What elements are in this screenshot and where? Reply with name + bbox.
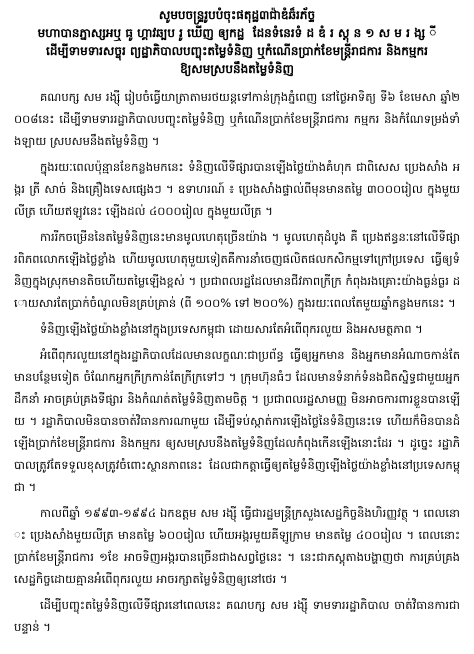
paragraph: ក្នុងរយៈពេលប៉ុន្មានខែកន្លងមកនេះ ទំនិញលើទីផ្សារបានឡើងថ្លៃយ៉ាងគំហុក ជាពិសេស ប្រេងសាំង អង្ករ ត្រី សាច់ និងគ្រឿងទេសផ្សេងៗ ។ ឧទាហរណ៍ ៖ ប្រេងសាំងផ្ទាល់ពីមុនមានតម្លៃ ៣០០០រៀល ក្នុងមួយលីត្រ ហើយឥឡូវនេះ ឡើងដល់ ៤០០០រៀល ក្នុងមួយលីត្រ ។ — [14, 160, 460, 218]
title-line: ឱ្យសមស្របនឹងតម្លៃទំនិញ — [180, 62, 294, 76]
document-body — [14, 86, 460, 638]
paragraph: ការរីកចម្រើននៃតម្លៃទំនិញនេះមានមូលហេតុច្រើនយ៉ាង ។ មូលហេតុដំបូង គឺ ប្រេងឥន្ធនៈនៅលើទីផ្សារពិភពលោកឡើងថ្លៃខ្លាំង ហើយមូលហេតុមួយទៀតគឺការនាំចេញផលិតផលកសិកម្មទៅក្រៅប្រទេស ធ្វើឲ្យទំនិញក្នុងស្រុកមានតិចហើយតម្លៃឡើងខ្ពស់ ។ ប្រជាពលរដ្ឋដែលមានជីវភាពក្រីក្រ កំពុងរងគ្រោះយ៉ាងធ្ងន់ធ្ងរ ដោយសារតែប្រាក់ចំណូលមិនគ្រប់គ្រាន់ (ពី ១០០% ទៅ ២០០%) ក្នុងរយៈពេលតែមួយឆ្នាំកន្លងមកនេះ ។ — [14, 230, 460, 310]
paragraph: ដើម្បីបញ្ចុះតម្លៃទំនិញលើទីផ្សារនៅពេលនេះ គណបក្ស សម រង្ស៊ី ទាមទាររដ្ឋាភិបាល ចាត់វិធានការជាបន្ទាន់ ។ — [14, 598, 460, 634]
paragraph: អំពើពុករលួយនៅក្នុងរដ្ឋាភិបាលដែលមានលក្ខណៈជាប្រព័ន្ធ ធ្វើឲ្យអ្នកមាន និងអ្នកមានអំណាចកាន់តែមានបន្ថែមទៀត ចំណែកអ្នកក្រីក្រកាន់តែក្រីក្រទៅៗ ។ ក្រុមហ៊ុនធំៗ ដែលមានទំនាក់ទំនងជិតស្និទ្ធជាមួយអ្នកដឹកនាំ អាចគ្រប់គ្រងទីផ្សារ និងកំណត់តម្លៃទំនិញតាមចិត្ត ។ ប្រជាពលរដ្ឋសាមញ្ញ មិនអាចការពារខ្លួនបានឡើយ ។ រដ្ឋាភិបាលមិនបានចាត់វិធានការណាមួយ ដើម្បីទប់ស្កាត់ការឡើងថ្លៃនៃទំនិញនេះទេ ហើយក៏មិនបានដំឡើងប្រាក់ខែមន្ត្រីរាជការ និងកម្មករ ឲ្យសមស្របនឹងតម្លៃទំនិញដែលកំពុងកើនឡើងនោះដែរ ។ ដូច្នេះ រដ្ឋាភិបាលត្រូវតែទទួលខុសត្រូវចំពោះស្ថានភាពនេះ ដែលជាកត្តាធ្វើឲ្យតម្លៃទំនិញឡើងថ្លៃយ៉ាងខ្លាំងនៅប្រទេសកម្ពុជា ។ — [14, 348, 460, 494]
title-line: ដើម្បីទាមទារសច្ចុរ ព្យដ្ឋាភិបាលបញ្ចុះតម្លៃទំនិញ ឬកំណើនប្រាក់ខែមន្ត្រីរាជការ និងកម្មករ — [46, 44, 428, 58]
title-line: សូមបចន្ទ្ររូបបំចុះផតុដ្ឋ៣ជ៉ាឌំឆ៏រភ័ច្ទ — [158, 8, 316, 22]
document-title — [14, 6, 460, 78]
paragraph: គណបក្ស សម រង្ស៊ី រៀបចំធ្វើយាត្រាតាមរថយន្តទៅកាន់ក្រុងភ្នំពេញ នៅថ្ងៃអាទិត្យ ទី៦ ខែមេសា ឆ្នាំ២០០៨នេះ ដើម្បីទាមទាររដ្ឋាភិបាលបញ្ចុះតម្លៃទំនិញ ឬកំណើនប្រាក់ខែមន្ត្រីរាជការ កម្មករ និងកំណែទម្រង់ទាំងឡាយ ស្របសមនឹងតម្លៃទំនិញ ។ — [14, 90, 460, 148]
title-line: មហាបានភ្នាស្សអឬ ធូ ហ្គាវឆ្បប រូ ឃើញ ឲ្យកដ្ឋ ​ ដែនទំនេរទំ ដ ឌំ រ ស្តុ ន ១ ស ម រ ង្ស ី — [37, 26, 437, 40]
paragraph: ទំនិញឡើងថ្លៃយ៉ាងខ្លាំងនៅក្នុងប្រទេសកម្ពុជា ដោយសារតែអំពើពុករលួយ និងអសមត្ថភាព ។ — [40, 322, 423, 336]
paragraph: កាលពីឆ្នាំ ១៩៩៣-១៩៩៤ ឯកឧត្តម សម រង្ស៊ី ធ្វើជារដ្ឋមន្ត្រីក្រសួងសេដ្ឋកិច្ចនិងហិរញ្ញវត្ថុ ។ ពេលនោះ ប្រេងសាំងមួយលីត្រ មានតម្លៃ ៦០០រៀល ហើយអង្ករមួយគីឡូក្រាម មានតម្លៃ ៤០០រៀល ។ ពេលនោះ ប្រាក់ខែមន្ត្រីរាជការ ១ខែ អាចទិញអង្ករបានច្រើនជាងសព្វថ្ងៃនេះ ។ នេះជាភស្តុតាងបង្ហាញថា ការគ្រប់គ្រងសេដ្ឋកិច្ចដោយគ្មានអំពើពុករលួយ អាចរក្សាតម្លៃទំនិញឲ្យនៅថេរ ។ — [14, 506, 460, 586]
